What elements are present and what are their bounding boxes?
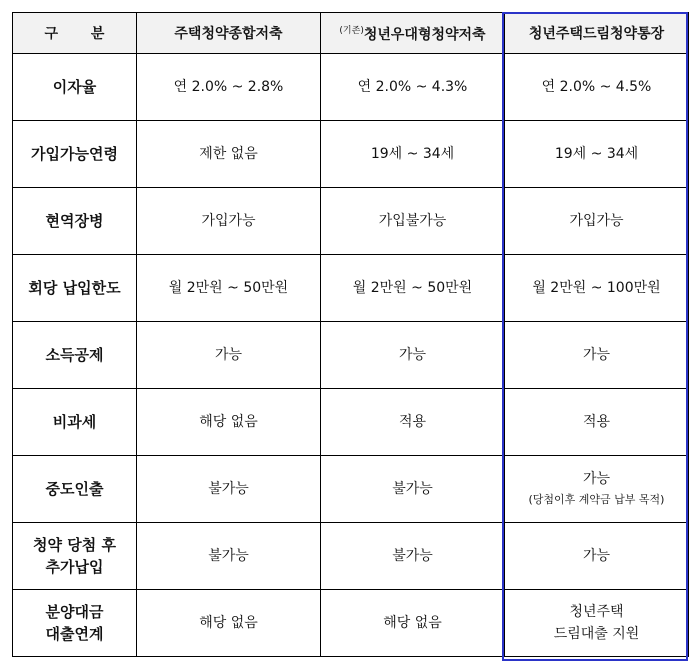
header-category: 구 분 [13,13,137,54]
cell: 가능 [505,523,689,590]
row-label: 소득공제 [13,322,137,389]
row-label: 비과세 [13,389,137,456]
cell: 연 2.0% ~ 4.3% [321,54,505,121]
table-row [13,121,689,188]
cell: 가입가능 [137,188,321,255]
row-label: 청약 당첨 후 추가납입 [13,523,137,590]
cell: 불가능 [321,523,505,590]
cell: 가능 [321,322,505,389]
cell: 적용 [321,389,505,456]
row-label: 회당 납입한도 [13,255,137,322]
cell: 월 2만원 ~ 100만원 [505,255,689,322]
table-row [13,523,689,590]
header-row [13,13,689,54]
cell: 해당 없음 [137,590,321,657]
cell: 적용 [505,389,689,456]
cell-value: 가능 [582,471,611,487]
cell: 불가능 [137,523,321,590]
header-youth-dream: 청년주택드림청약통장 [505,13,689,54]
table-row [13,389,689,456]
cell: 불가능 [321,456,505,523]
cell-note: (당첨이후 계약금 납부 목적) [528,493,665,506]
cell: 가입불가능 [321,188,505,255]
cell: 월 2만원 ~ 50만원 [321,255,505,322]
cell: 해당 없음 [321,590,505,657]
row-label: 중도인출 [13,456,137,523]
cell: 월 2만원 ~ 50만원 [137,255,321,322]
cell: 연 2.0% ~ 2.8% [137,54,321,121]
table-row [13,590,689,657]
row-label: 분양대금 대출연계 [13,590,137,657]
savings-comparison-table [12,12,689,657]
table-row [13,54,689,121]
cell: 가능 [505,322,689,389]
table-row [13,456,689,523]
header-prefix-existing: (기존) [339,25,364,36]
cell [505,456,689,523]
cell: 가능 [137,322,321,389]
row-label: 가입가능연령 [13,121,137,188]
header-housing-subscription: 주택청약종합저축 [137,13,321,54]
cell: 19세 ~ 34세 [321,121,505,188]
table-row [13,322,689,389]
row-label: 이자율 [13,54,137,121]
cell: 연 2.0% ~ 4.5% [505,54,689,121]
cell: 청년주택 드림대출 지원 [505,590,689,657]
row-label: 현역장병 [13,188,137,255]
cell: 불가능 [137,456,321,523]
cell: 해당 없음 [137,389,321,456]
cell: 가입가능 [505,188,689,255]
cell: 제한 없음 [137,121,321,188]
header-youth-preferential: $^{(기존)}$청년우대형청약저축 [321,13,505,54]
cell: 19세 ~ 34세 [505,121,689,188]
table-row [13,188,689,255]
table-row [13,255,689,322]
